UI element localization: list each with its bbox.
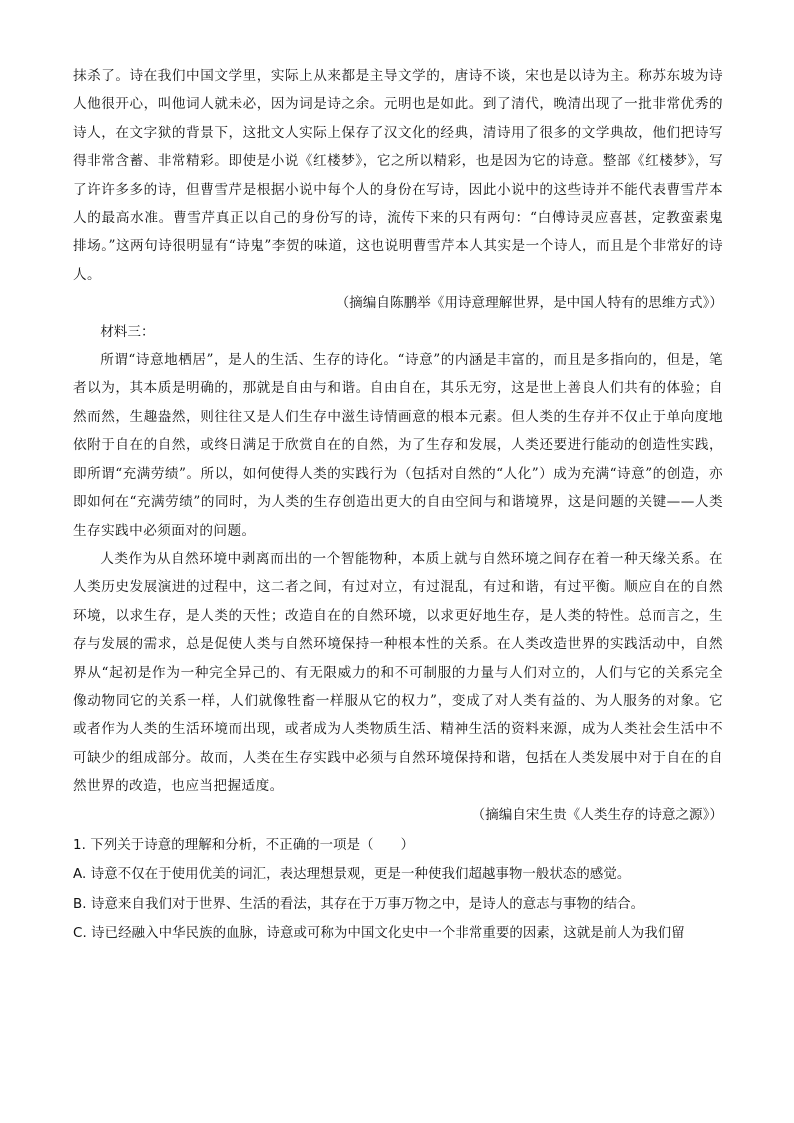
material2-paragraph: 抹杀了。诗在我们中国文学里，实际上从来都是主导文学的，唐诗不谈，宋也是以诗为主。称苏东坡为诗人他很开心，叫他词人就未必，因为词是诗之余。元明也是如此。到了清代，晚清出现了一批非常优秀的诗人，在文字狱的背景下，这批文人实际上保存了汉文化的经典，清诗用了很多的文学典故，他们把诗写得非常含蓄、非常精彩。即使是小说《红楼梦》，它之所以精彩，也是因为它的诗意。整部《红楼梦》，写了许许多多的诗，但曹雪芹是根据小说中每个人的身份在写诗，因此小说中的这些诗并不能代表曹雪芹本人的最高水准。曹雪芹真正以自己的身份写的诗，流传下来的只有两句：“白傅诗灵应喜甚，定教蛮素鬼排场。”这两句诗很明显有“诗鬼”李贺的味道，这也说明曹雪芹本人其实是一个诗人，而且是个非常好的诗人。: [73, 68, 723, 283]
question1-option-c: C. 诗已经融入中华民族的血脉，诗意或可称为中国文化史中一个非常重要的因素，这就是前人为我们留: [73, 926, 685, 942]
material3-paragraph-2: 人类作为从自然环境中剥离而出的一个智能物种，本质上就与自然环境之间存在着一种天缘关系。在人类历史发展演进的过程中，这二者之间，有过对立，有过混乱，有过和谐，有过平衡。顺应自在的自然环境，以求生存，是人类的天性；改造自在的自然环境，以求更好地生存，是人类的特性。总而言之，生存与发展的需求，总是促使人类与自然环境保持一种根本性的关系。在人类改造世界的实践活动中，自然界从“起初是作为一种完全异己的、有无限威力的和不可制服的力量与人们对立的，人们与它的关系完全像动物同它的关系一样，人们就像牲畜一样服从它的权力”，变成了对人类有益的、为人服务的对象。它或者作为人类的生活环境而出现，或者成为人类物质生活、精神生活的资料来源，成为人类社会生活中不可缺少的组成部分。故而，人类在生存实践中必须与自然环境保持和谐，包括在人类发展中对于自在的自然世界的改造，也应当把握适度。: [73, 550, 723, 795]
question1-option-b: B. 诗意来自我们对于世界、生活的看法，其存在于万事万物之中，是诗人的意志与事物的结合。: [73, 896, 645, 912]
material3-paragraph-1: 所谓“诗意地栖居”，是人的生活、生存的诗化。“诗意”的内涵是丰富的，而且是多指向的，但是，笔者以为，其本质是明确的，那就是自由与和谐。自由自在，其乐无穷，这是世上善良人们共有的体验；自然而然，生趣盎然，则往往又是人们生存中滋生诗情画意的根本元素。但人类的生存并不仅止于单向度地依附于自在的自然，或终日满足于欣赏自在的自然，为了生存和发展，人类还要进行能动的创造性实践，即所谓“充满劳绩”。所以，如何使得人类的实践行为（包括对自然的“人化”）成为充满“诗意”的创造，亦即如何在“充满劳绩”的同时，为人类的生存创造出更大的自由空间与和谐境界，这是问题的关键——人类生存实践中必须面对的问题。: [73, 352, 723, 539]
question1-option-a: A. 诗意不仅在于使用优美的词汇，表达理想景观，更是一种使我们超越事物一般状态的感觉。: [73, 867, 631, 883]
material3-source: （摘编自宋生贵《人类生存的诗意之源》）: [471, 806, 723, 823]
material2-source: （摘编自陈鹏举《用诗意理解世界，是中国人特有的思维方式》）: [335, 295, 723, 312]
question1-stem: 1. 下列关于诗意的理解和分析，不正确的一项是（ ）: [73, 837, 415, 853]
document-page: [73, 62, 723, 949]
material3-label: 材料三：: [100, 323, 155, 340]
